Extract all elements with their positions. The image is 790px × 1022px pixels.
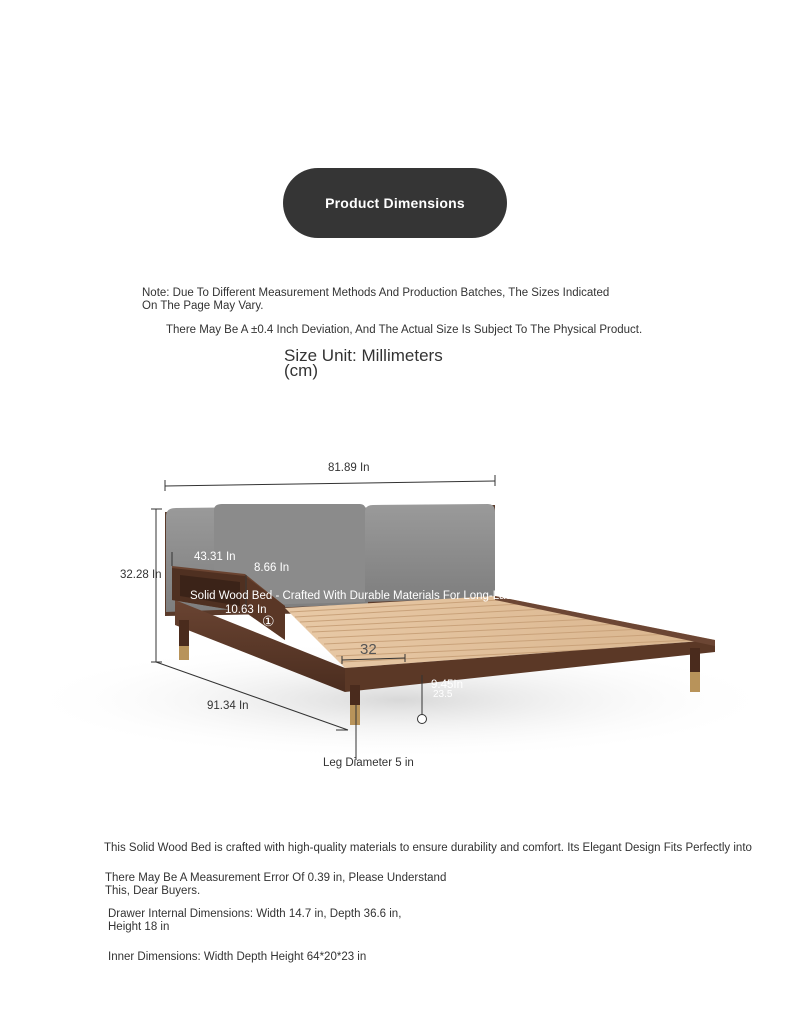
leg-diameter-marker [418, 715, 427, 724]
description-text: This Solid Wood Bed is crafted with high-quality materials to ensure durability and comfort. Its Elegant Design Fits Perfectly into [104, 842, 752, 854]
circle-one-marker: ① [262, 613, 275, 629]
nightstand-height-label: 10.63 In [225, 604, 267, 616]
overlay-caption: Solid Wood Bed - Crafted With Durable Materials For Long-Lasting Use. Elegant Design That Complements Any B [190, 590, 772, 602]
height-label: 32.28 In [120, 569, 162, 581]
nightstand-depth-label: 8.66 In [254, 562, 290, 574]
length-label: 91.34 In [207, 700, 249, 712]
inner-dimensions: Inner Dimensions: Width Depth Height 64*20*23 in [108, 951, 367, 963]
width-label: 81.89 In [328, 462, 370, 474]
right-cushion [365, 504, 495, 602]
drawer-line-2: Height 18 in [108, 921, 170, 933]
error-line-2: This, Dear Buyers. [105, 885, 201, 897]
drawer-line-1: Drawer Internal Dimensions: Width 14.7 in, Depth 36.6 in, [108, 908, 402, 920]
note-line-1: Note: Due To Different Measurement Methods And Production Batches, The Sizes Indicated [142, 287, 610, 299]
title-label: Product Dimensions [325, 195, 465, 211]
nightstand-width-label: 43.31 In [194, 551, 236, 563]
drawer-dimensions [108, 908, 401, 934]
size-unit-line-1: Size Unit: Millimeters [284, 346, 443, 365]
deviation-note: There May Be A ±0.4 Inch Deviation, And The Actual Size Is Subject To The Physical Product. [166, 324, 643, 336]
slat-spacing-label: 32 [360, 641, 377, 658]
note-line-2: On The Page May Vary. [142, 300, 264, 312]
size-unit-line-2: (cm) [284, 361, 318, 380]
leg-diameter-label: Leg Diameter 5 in [323, 757, 414, 769]
measurement-error-note [105, 872, 446, 898]
clearance-cm-label: 23.5 [433, 689, 453, 700]
clearance-label: 9.45In [431, 679, 463, 691]
error-line-1: There May Be A Measurement Error Of 0.39 in, Please Understand [105, 872, 447, 884]
